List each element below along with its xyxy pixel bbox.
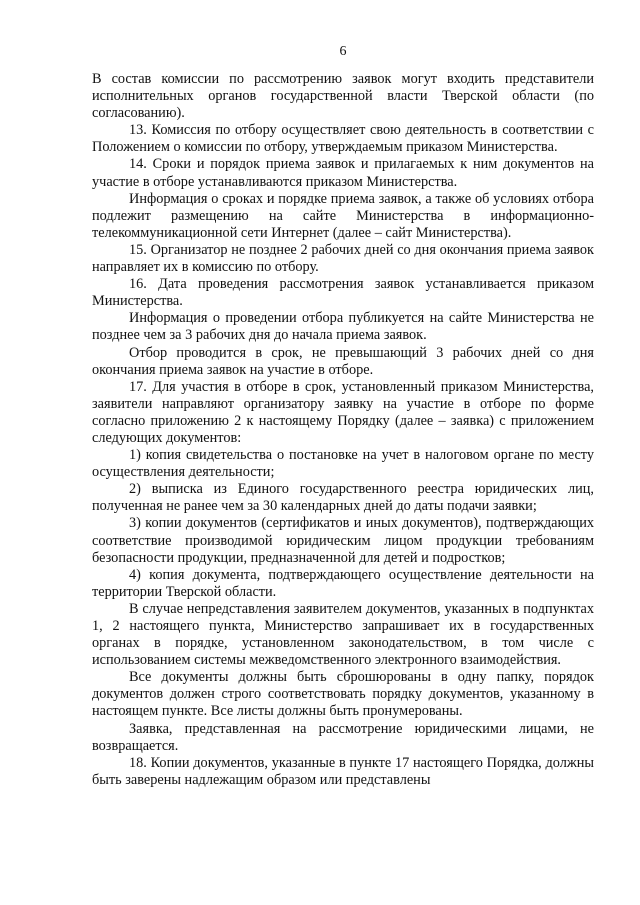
paragraph-17-binding: Все документы должны быть сброшюрованы в одну папку, порядок документов должен строго соответствовать порядку документов, указанному в настоящем пункте. Все листы должны быть пронумерованы.: [92, 669, 594, 720]
paragraph-17-not-returned: Заявка, представленная на рассмотрение юридическими лицами, не возвращается.: [92, 720, 594, 754]
paragraph-14: 14. Сроки и порядок приема заявок и прилагаемых к ним документов на участие в отборе устанавливаются приказом Министерства.: [92, 156, 594, 190]
paragraph-16-term: Отбор проводится в срок, не превышающий 3 рабочих дней со дня окончания приема заявок на участие в отборе.: [92, 344, 594, 378]
paragraph-17: 17. Для участия в отборе в срок, установленный приказом Министерства, заявители направляют организатору заявку на участие в отборе по форме согласно приложению 2 к настоящему Порядку (далее – заявка) с приложением следующих документов:: [92, 378, 594, 446]
paragraph-16: 16. Дата проведения рассмотрения заявок устанавливается приказом Министерства.: [92, 276, 594, 310]
list-item-1: 1) копия свидетельства о постановке на учет в налоговом органе по месту осуществления деятельности;: [92, 447, 594, 481]
paragraph-16-info: Информация о проведении отбора публикуется на сайте Министерства не позднее чем за 3 рабочих дня до начала приема заявок.: [92, 310, 594, 344]
list-item-2: 2) выписка из Единого государственного реестра юридических лиц, полученная не ранее чем за 30 календарных дней до даты подачи заявки;: [92, 481, 594, 515]
paragraph-14-info: Информация о сроках и порядке приема заявок, а также об условиях отбора подлежит размещению на сайте Министерства в информационно-телекоммуникационной сети Интернет (далее – сайт Министерства).: [92, 190, 594, 241]
paragraph-17-nonsubmission: В случае непредставления заявителем документов, указанных в подпунктах 1, 2 настоящего пункта, Министерство запрашивает их в государственных органах в порядке, установленном законодательством, в том числе с использованием системы межведомственного электронного взаимодействия.: [92, 600, 594, 669]
document-body: [92, 71, 594, 789]
document-page: [92, 0, 594, 905]
paragraph-commission-composition: В состав комиссии по рассмотрению заявок могут входить представители исполнительных органов государственной власти Тверской области (по согласованию).: [92, 71, 594, 122]
list-item-4: 4) копия документа, подтверждающего осуществление деятельности на территории Тверской области.: [92, 566, 594, 600]
page-number: 6: [339, 44, 347, 59]
list-item-3: 3) копии документов (сертификатов и иных документов), подтверждающих соответствие производимой юридическим лицом продукции требованиям безопасности продукции, предназначенной для детей и подростков;: [92, 515, 594, 566]
paragraph-13: 13. Комиссия по отбору осуществляет свою деятельность в соответствии с Положением о комиссии по отбору, утверждаемым приказом Министерства.: [92, 122, 594, 156]
paragraph-15: 15. Организатор не позднее 2 рабочих дней со дня окончания приема заявок направляет их в комиссию по отбору.: [92, 241, 594, 276]
paragraph-18: 18. Копии документов, указанные в пункте 17 настоящего Порядка, должны быть заверены надлежащим образом или представлены: [92, 754, 594, 788]
